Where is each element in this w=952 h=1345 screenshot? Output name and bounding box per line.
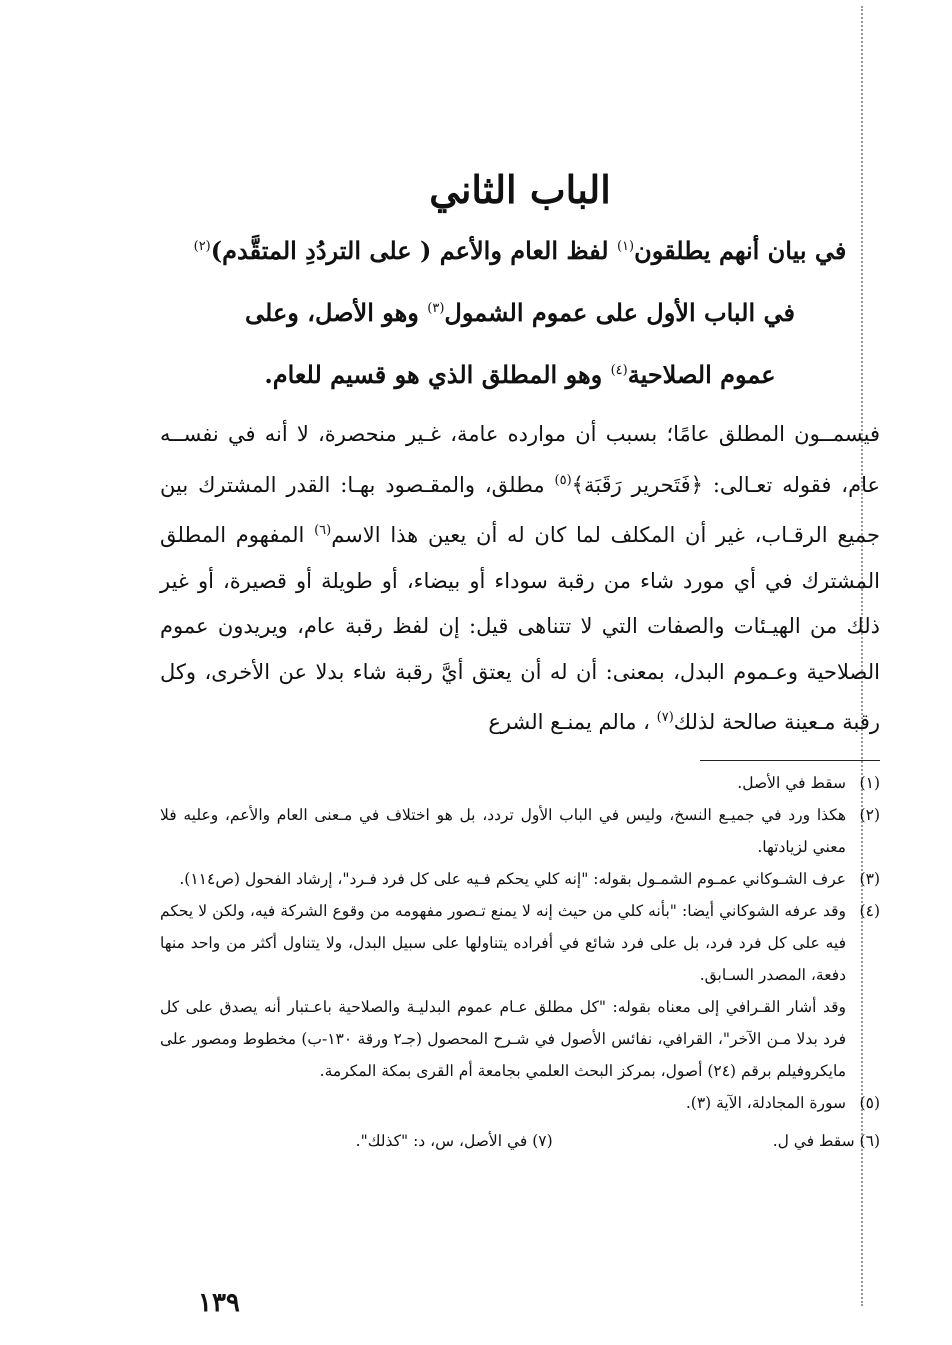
chapter-title: الباب الثاني <box>429 167 611 212</box>
footnote-ref: (٥) <box>554 472 572 488</box>
footnote-separator <box>700 760 880 761</box>
footnote-5: (٥)سورة المجادلة، الآية (٣). <box>685 1093 880 1112</box>
footnote-3: (٣)عرف الشـوكاني عمـوم الشمـول بقوله: "إنه كلي يحكم فـيه على كل فرد فـرد"، إرشاد الفحول (ص١١٤). <box>179 869 880 888</box>
footnote-ref: (٢) <box>193 239 211 254</box>
footnote-1: (١)سقط في الأصل. <box>737 773 880 792</box>
footnote-ref: (٦) <box>314 523 332 538</box>
subtitle-line-1: في بيان أنهم يطلقون$^{(١)}$ لفظ العام والأعم ( على التردُدِ المتقَّدم)$^{(٢)}$ <box>193 236 847 265</box>
footnote-6: (٦) سقط في ل. <box>772 1131 880 1150</box>
footnotes-6-7 <box>160 1125 880 1157</box>
body-paragraph: فيسمــون المطلق عامًا؛ بسبب أن موارده عامة، غـير منحصرة، لا أنه في نفســه عام، فقوله تعـالى: ﴿فَتَحرير رَقَبَة﴾$^{(٥)}$ مطلق، والمقـصود بهـا: القدر المشترك بين جميع الرقـاب، غير أن المكلف لما كان له أن يعين هذا الاسم$^{(٦)}$ المفهوم المطلق المشترك في أي مورد شاء من رقبة سوداء أو بيضاء، أو طويلة أو قصيرة، أو غير ذلك من الهيـئات والصفات التي لا تتناهى قيل: إن لفظ رقبة عام، ويريدون عموم الصلاحية وعـموم البدل، بمعنى: أن له أن يعتق أيَّ رقبة شاء بدلا عن الأخرى، وكل رقبة مـعينة صالحة لذلك$^{(٧)}$ ، مالم يمنـع الشرع <box>160 422 880 734</box>
footnote-ref: (٣) <box>427 301 445 316</box>
footnotes <box>160 767 880 1157</box>
document-page <box>160 160 880 1157</box>
footnote-4-continuation: وقد أشار القـرافي إلى معناه بقوله: "كل مطلق عـام عموم البدليـة والصلاحية باعـتبار أنه يصدق على كل فرد بدلا مـن الآخر"، القرافي، نفائس الأصول في شـرح المحصول (جـ٢ ورقة ١٣٠-ب) مخطوط ومصور على مايكروفيلم برقم (٢٤) أصول، بمركز البحث العلمي بجامعة أم القرى بمكة المكرمة. <box>160 997 847 1080</box>
subtitle-line-3: عموم الصلاحية$^{(٤)}$ وهو المطلق الذي هو قسيم للعام. <box>264 360 776 389</box>
footnote-ref: (٤) <box>610 363 628 378</box>
footnote-ref: (١) <box>616 239 635 254</box>
footnote-2: (٢)هكذا ورد في جميـع النسخ، وليس في الباب الأول تردد، بل هو اختلاف في مـعنى العام والأعم، وعليه فلا معني لزيادتها. <box>160 805 880 856</box>
page-number: ١٣٩ <box>198 1288 240 1318</box>
chapter-subtitle <box>160 218 880 404</box>
footnote-7: (٧) في الأصل، س، د: "كذلك". <box>355 1131 553 1150</box>
footnote-ref: (٧) <box>656 710 674 725</box>
subtitle-line-2: في الباب الأول على عموم الشمول$^{(٣)}$ وهو الأصل، وعلى <box>245 298 795 327</box>
footnote-4: (٤)وقد عرفه الشوكاني أيضا: "بأنه كلي من حيث إنه لا يمنع تـصور مفهومه من وقوع الشركة فيه، ولكن لا يحكم فيه على كل فرد فرد، بل على فرد شائع في أفراده يتناولها على سبيل البدل، ولا يتناول أكثر من واحد منها دفعة، المصدر السـابق. <box>160 901 880 984</box>
